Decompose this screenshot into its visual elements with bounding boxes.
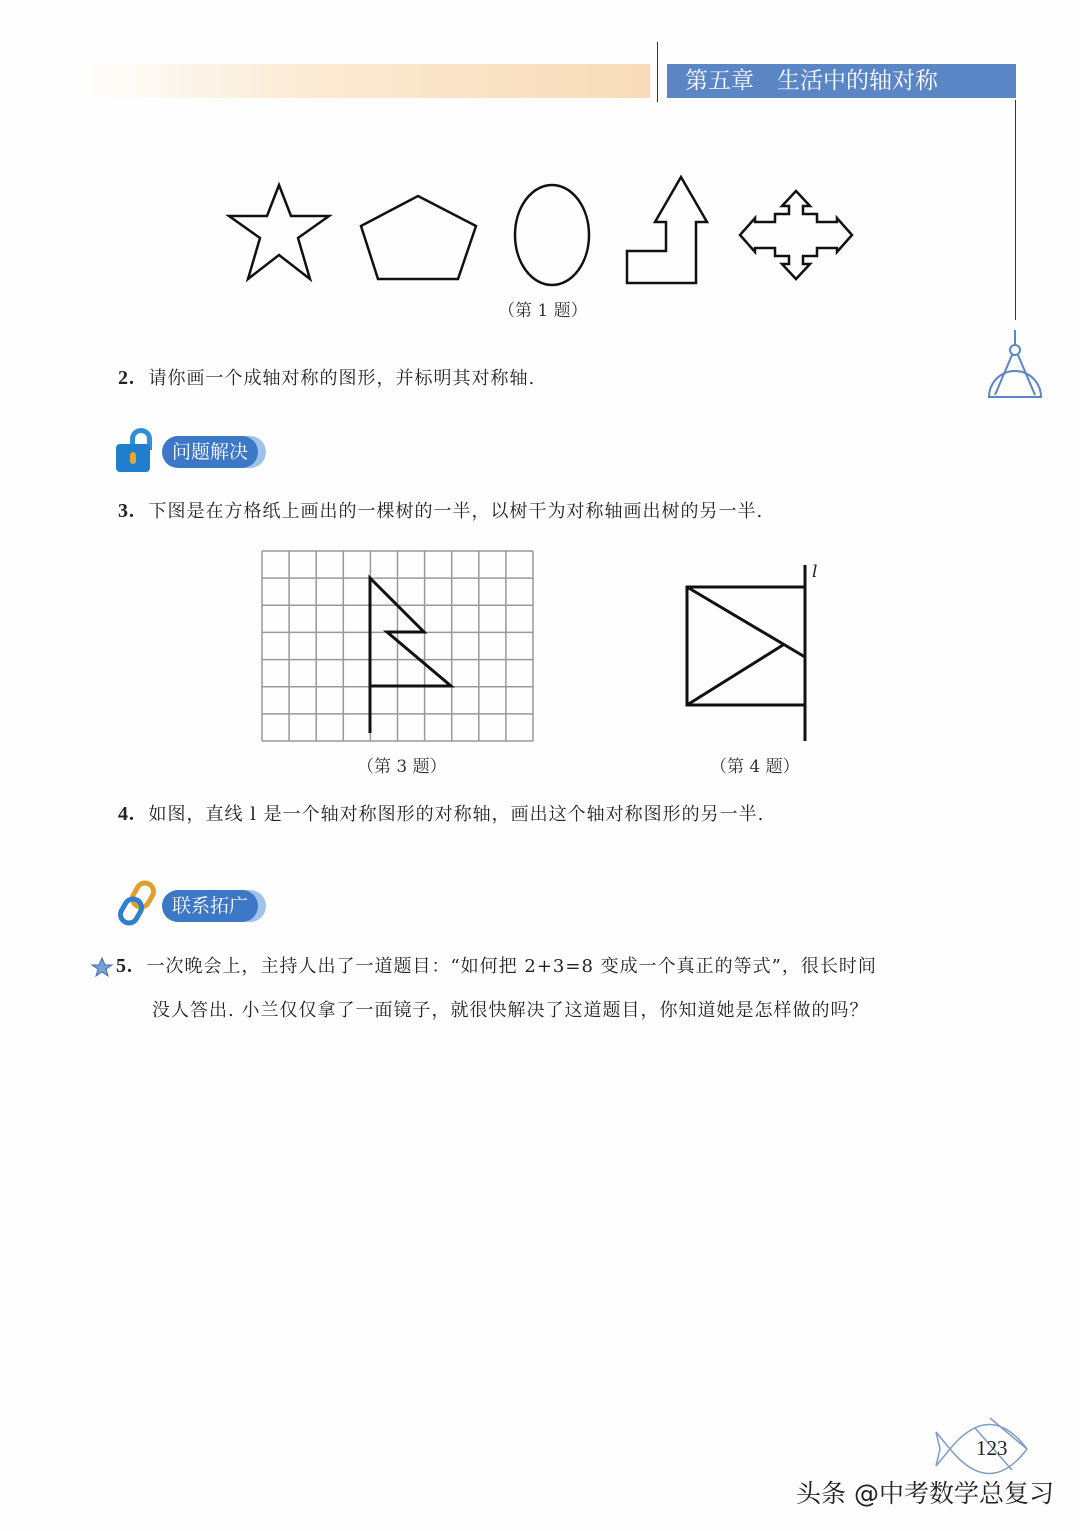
- ellipse-shape: [515, 185, 589, 285]
- question-2: 2. 请你画一个成轴对称的图形，并标明其对称轴.: [118, 367, 536, 389]
- open-lock-icon: [116, 428, 156, 472]
- question-5: 5. 一次晚会上，主持人出了一道题目：“如何把 2+3=8 变成一个真正的等式”，很长时间: [116, 955, 877, 977]
- axis-label: l: [812, 562, 818, 582]
- arrow-shape: [627, 177, 707, 283]
- chain-link-icon: [116, 880, 160, 928]
- section-badge-problem-solving: 问题解决: [162, 436, 258, 468]
- diagonal-line: [687, 645, 783, 705]
- figure4-caption: （第 4 题）: [710, 757, 800, 777]
- star-shape: [229, 185, 329, 279]
- star-marker-icon: [92, 958, 112, 976]
- figure3-caption: （第 3 题）: [357, 757, 447, 777]
- page-number: 123: [976, 1436, 1008, 1460]
- section-badge-extension: 联系拓广: [162, 890, 258, 922]
- cross-arrow-shape: [740, 191, 852, 279]
- question-5-line2: 没人答出. 小兰仅仅拿了一面镜子，就很快解决了这道题目，你知道她是怎样做的吗？: [152, 1000, 869, 1021]
- question-4: 4. 如图，直线 l 是一个轴对称图形的对称轴，画出这个轴对称图形的另一半.: [118, 803, 765, 825]
- compass-icon: [989, 330, 1041, 397]
- pentagon-shape: [361, 196, 476, 279]
- grid-paper: [262, 551, 533, 741]
- half-tree-shape: [370, 578, 451, 733]
- chapter-title: 第五章 生活中的轴对称: [667, 64, 1016, 98]
- watermark: 头条 @中考数学总复习: [796, 1479, 1054, 1508]
- question-3: 3. 下图是在方格纸上画出的一棵树的一半，以树干为对称轴画出树的另一半.: [118, 500, 764, 522]
- diagonal-line: [687, 587, 805, 657]
- figure1-caption: （第 1 题）: [498, 301, 588, 321]
